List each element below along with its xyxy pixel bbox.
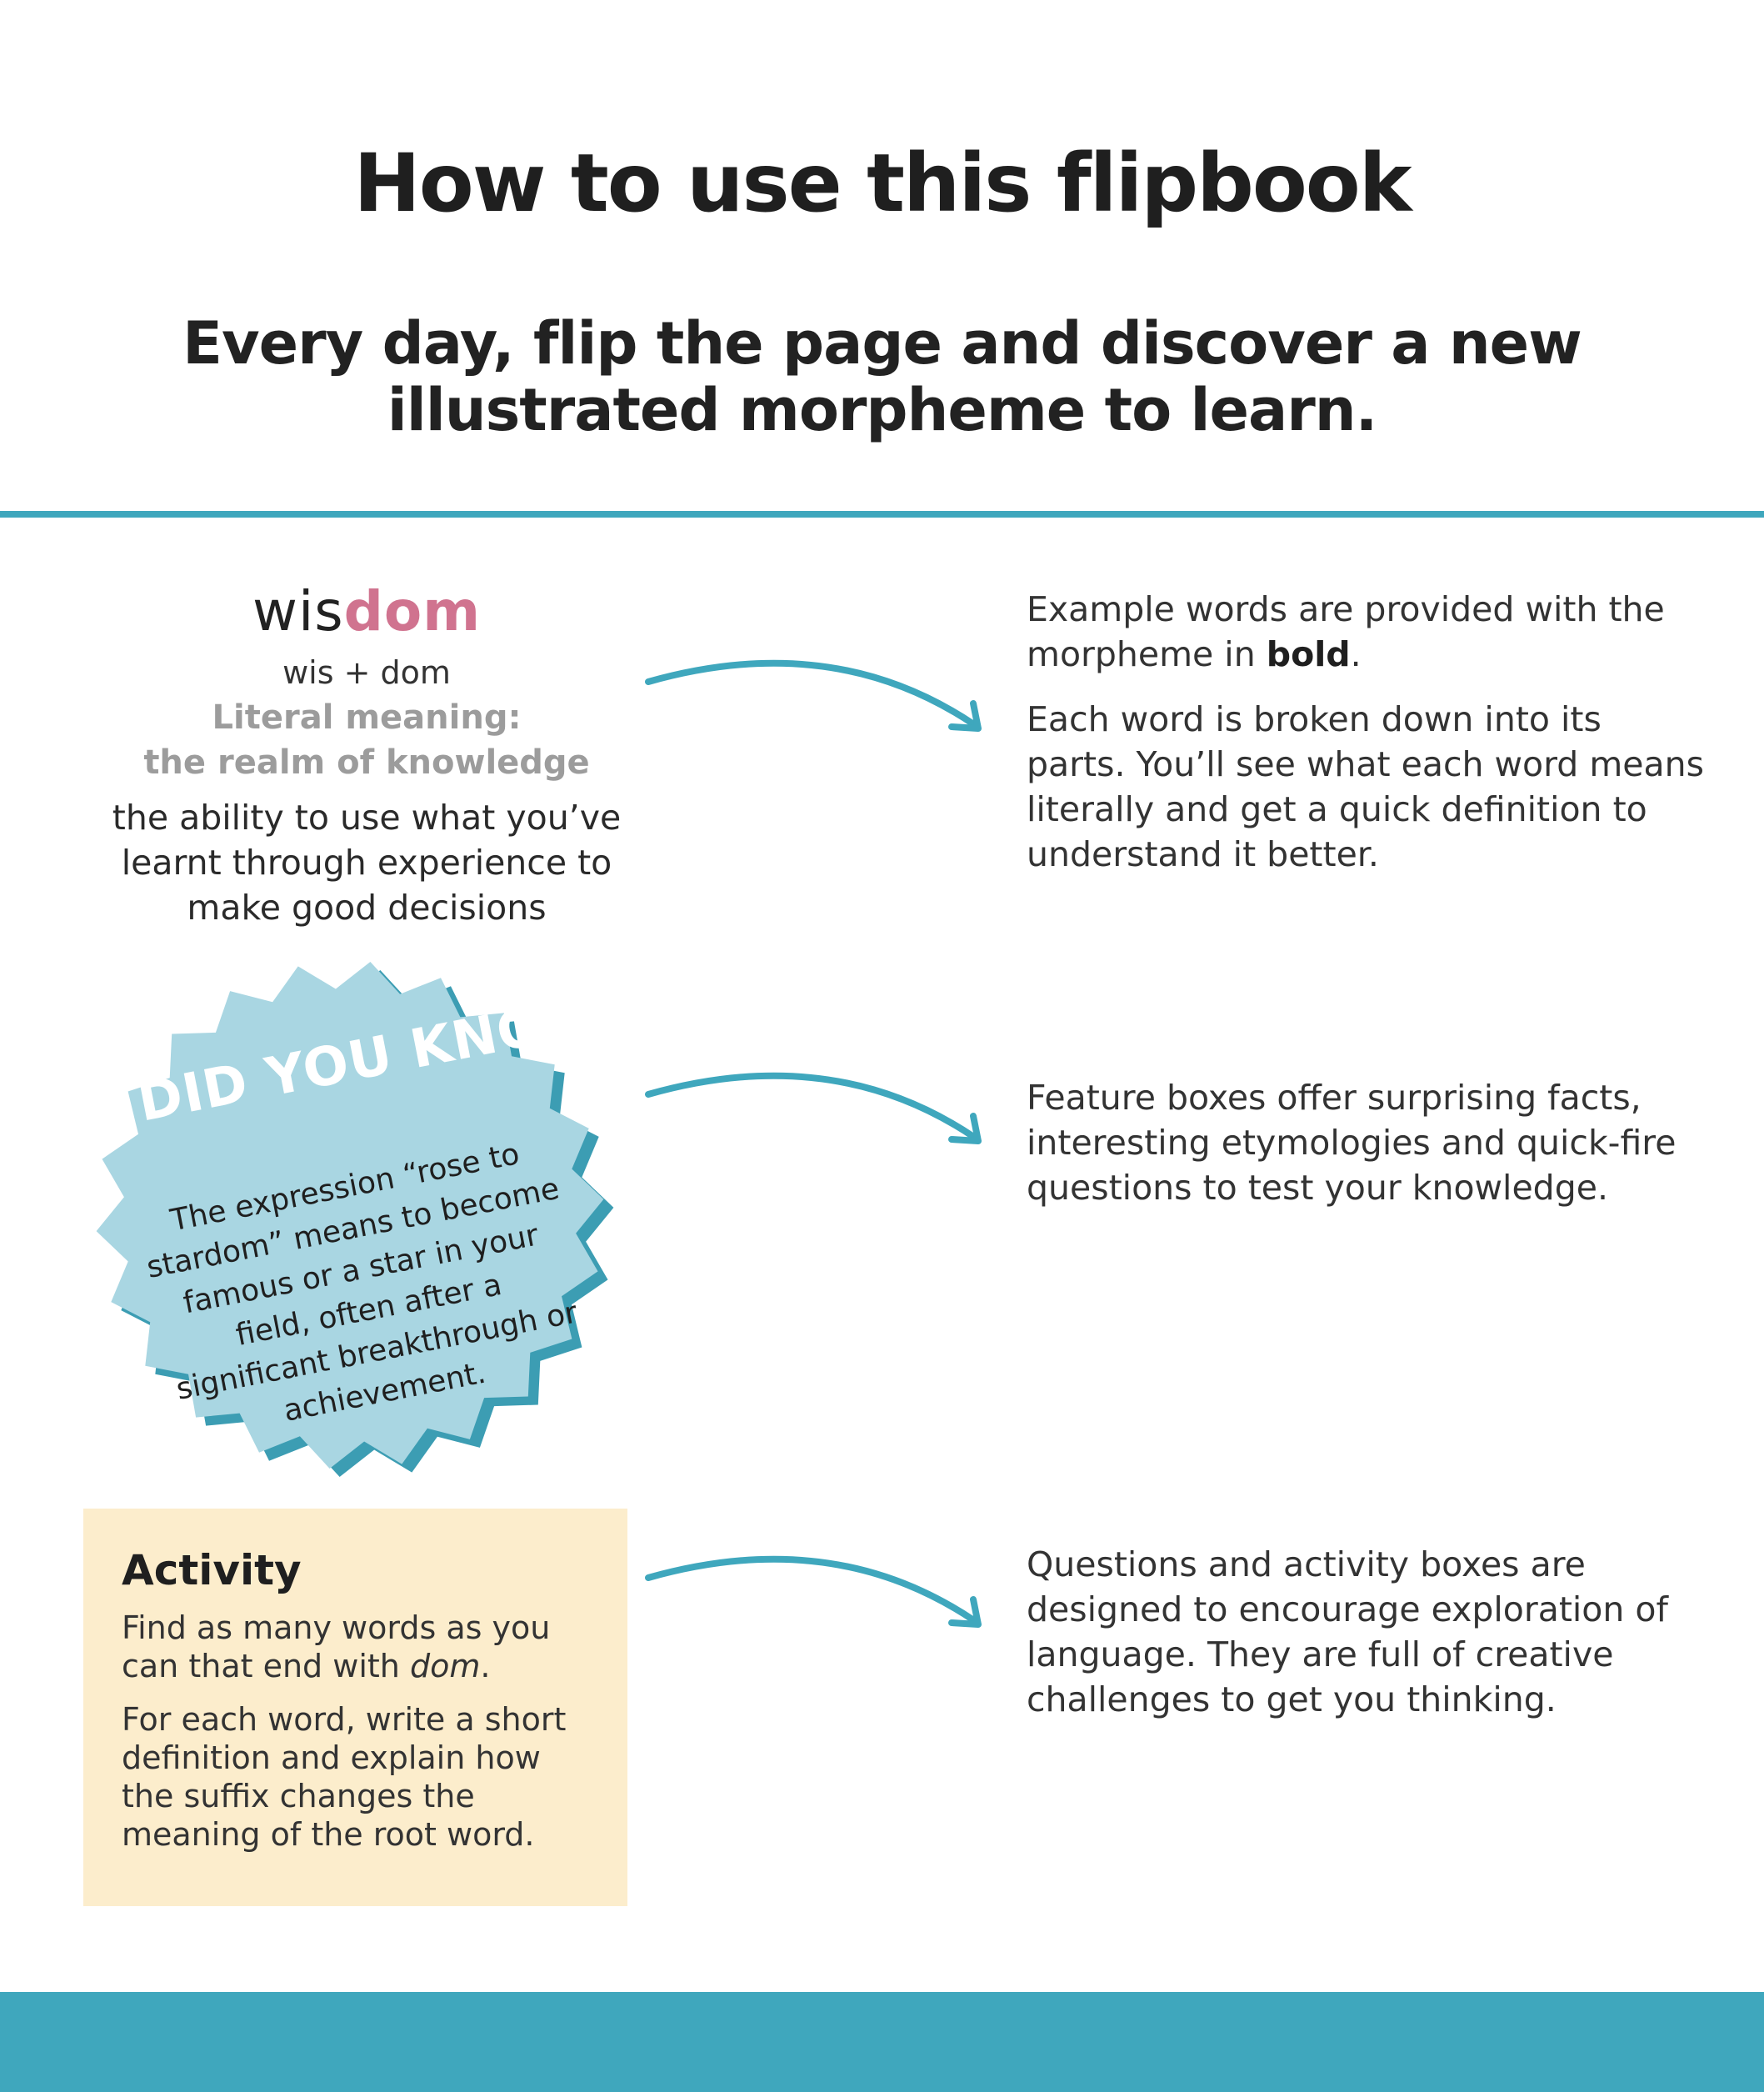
literal-meaning-label: Literal meaning: [212,698,522,737]
did-you-know-box [83,950,638,1492]
sample-entry [75,575,658,930]
activity-description-text: Questions and activity boxes are designed to encourage exploration of language. They are full of creative challenges to get you thinking. [1027,1544,1668,1719]
feature-boxes-description [1027,1075,1710,1230]
feature-boxes-text: Feature boxes offer surprising facts, interesting etymologies and quick-fire questions to test your knowledge. [1027,1078,1677,1208]
breakdown-text: Each word is broken down into its parts. You’ll see what each word means literally and get a quick definition to understand it better. [1027,699,1704,874]
word-parts: wis + dom [282,654,451,691]
word-root: wis [252,579,344,643]
top-divider [0,511,1764,518]
bottom-band [0,1992,1764,2092]
curved-arrow-icon [642,1054,992,1154]
activity-description [1027,1542,1710,1742]
activity-heading: Activity [122,1546,302,1594]
example-words-text: Example words are provided with the morpheme in bold. [1027,589,1665,674]
curved-arrow-icon [642,1538,992,1638]
did-you-know-heading: DID YOU KNOW? [132,977,638,1134]
did-you-know-body: The expression “rose to stardom” means to become famous or a star in your field, often after a significant breakthrough or achievement. [143,1137,581,1429]
page-title: How to use this flipbook [353,137,1411,230]
literal-meaning: the realm of knowledge [143,743,590,782]
italic-suffix: dom [409,1648,481,1684]
word-definition: the ability to use what you’ve learnt through experience to make good decisions [112,798,622,928]
activity-box [83,1509,627,1906]
page-subtitle: Every day, flip the page and discover a new illustrated morpheme to learn. [182,309,1582,444]
curved-arrow-icon [642,642,992,742]
sample-word [75,575,658,648]
activity-instruction-1: Find as many words as you can that end with dom. [122,1609,551,1684]
activity-instruction-2: For each word, write a short definition and explain how the suffix changes the meaning of the root word. [122,1701,567,1853]
bold-word: bold [1266,634,1351,674]
example-words-description [1027,587,1710,897]
word-suffix: dom [343,579,482,643]
